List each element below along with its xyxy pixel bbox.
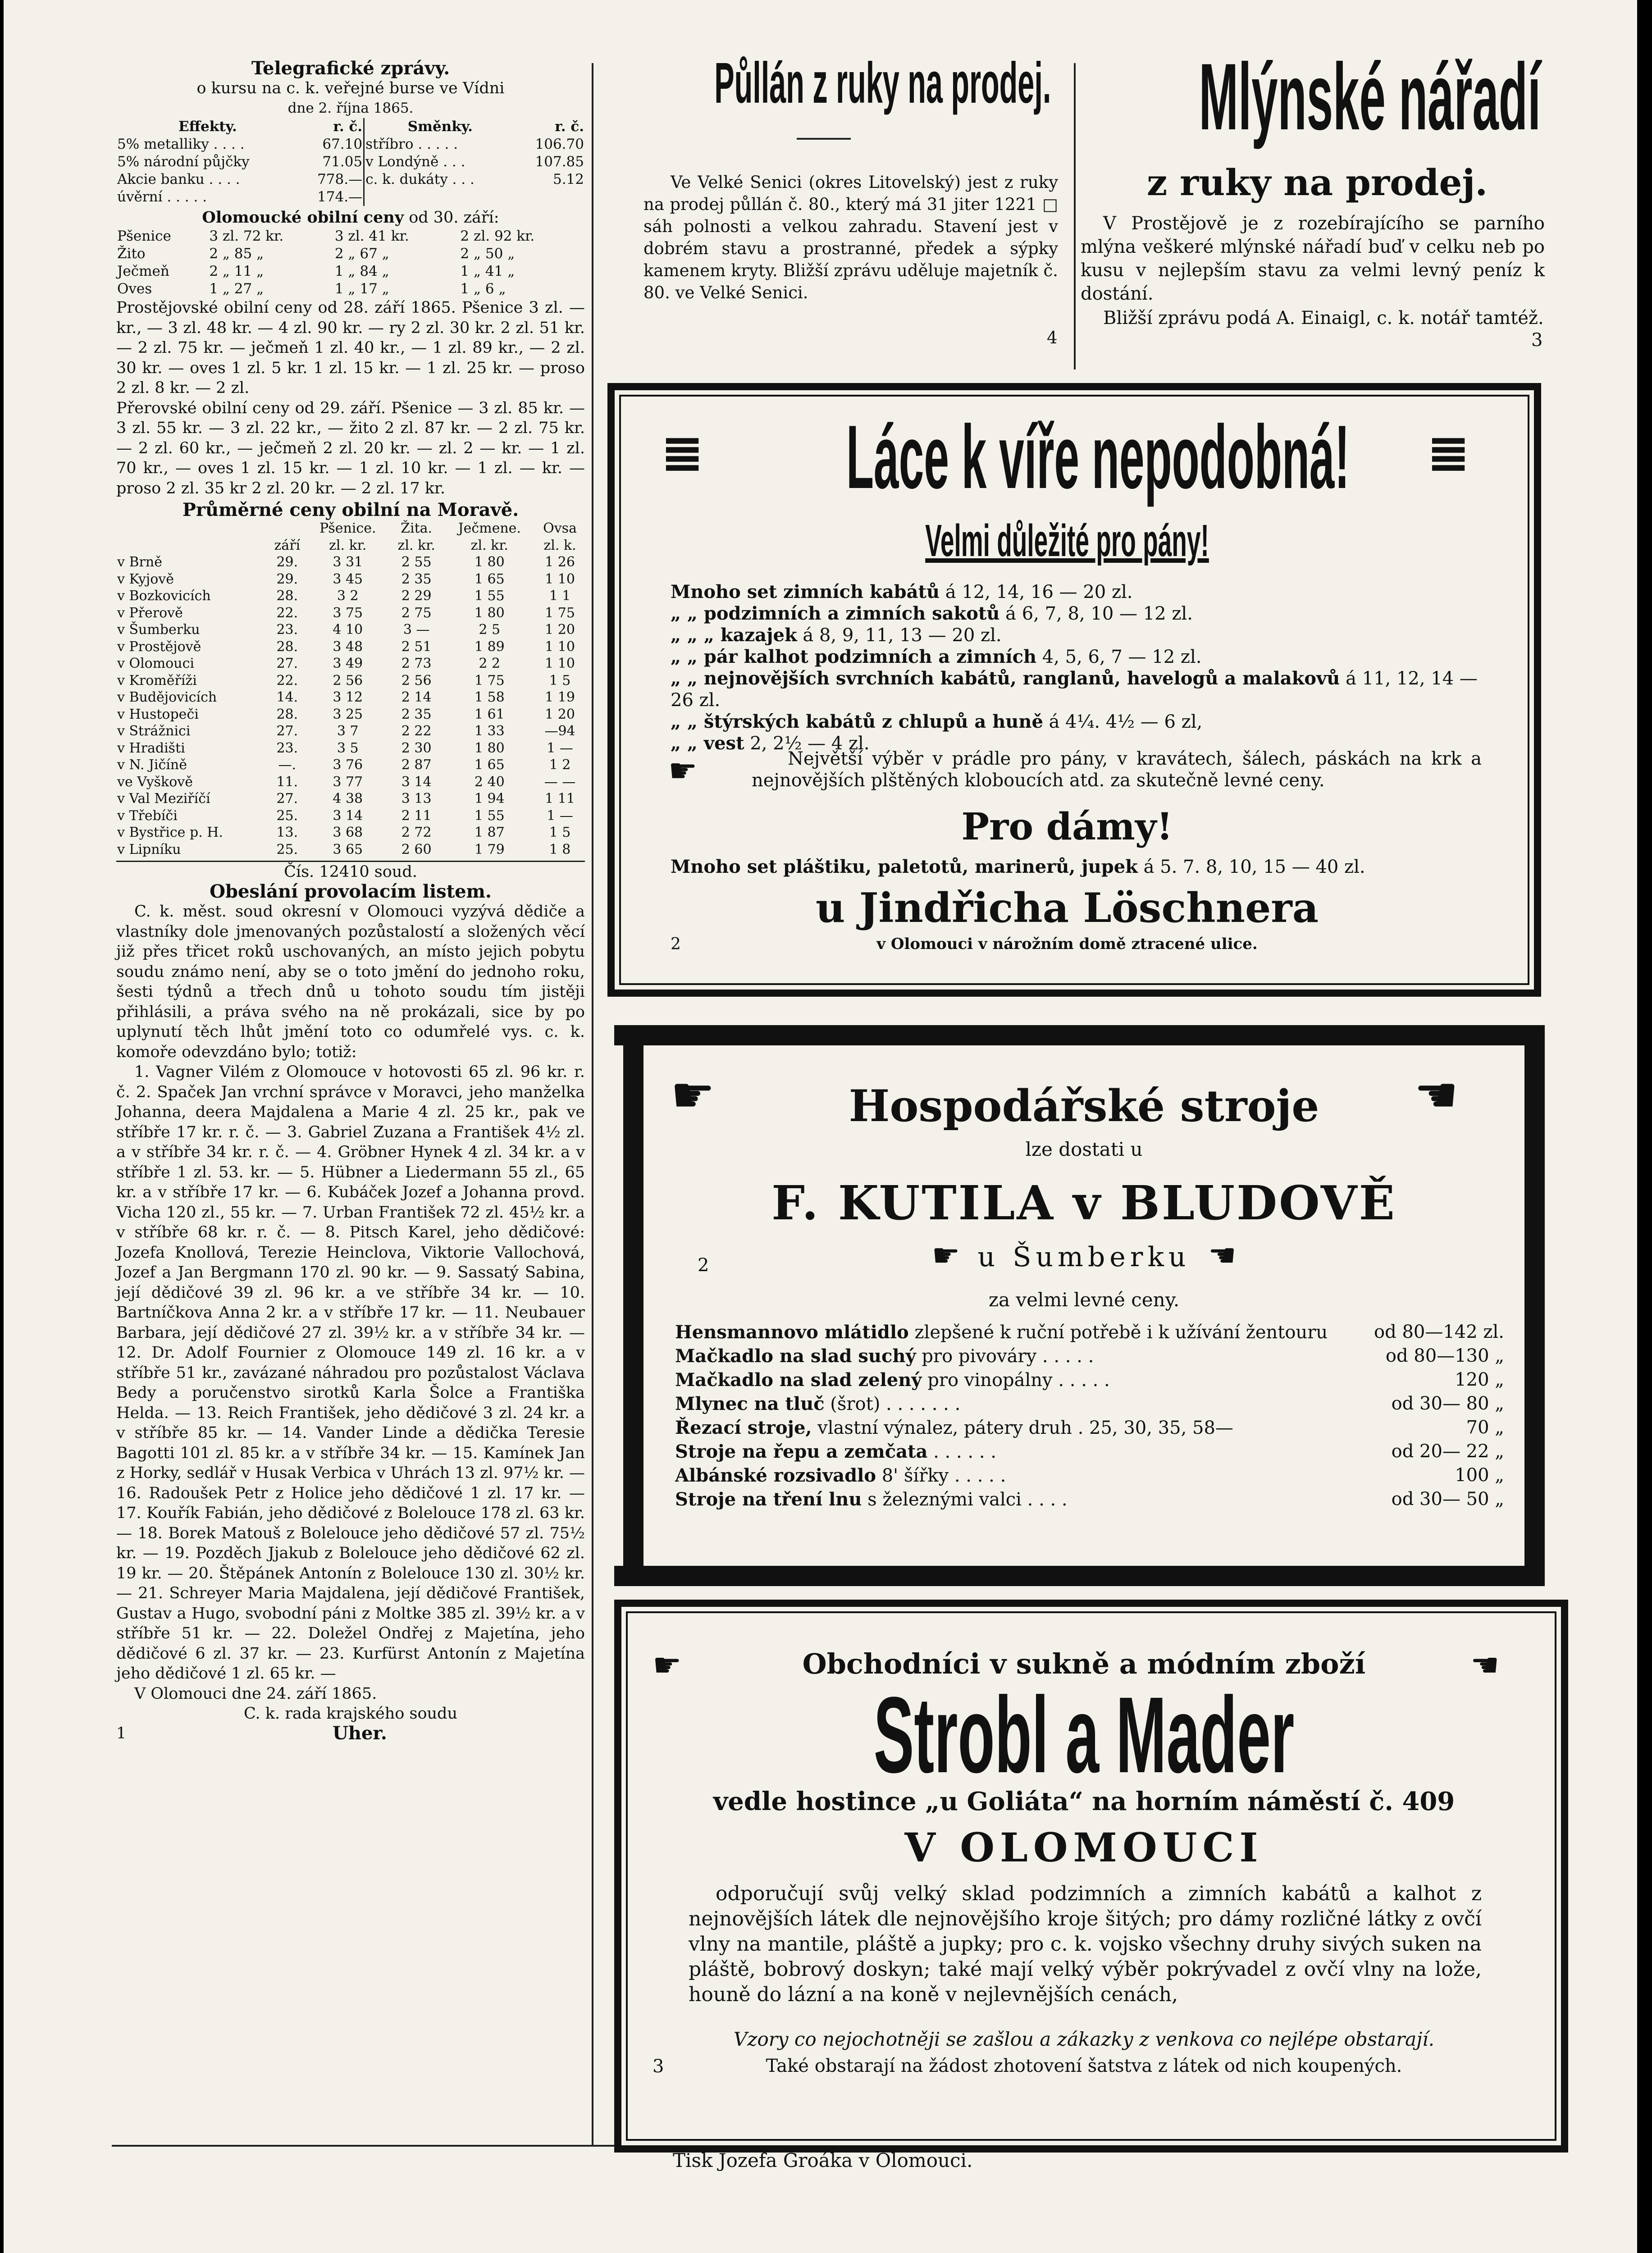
machine-price: od 30— 80 „ xyxy=(1391,1393,1504,1414)
value: 2 56 xyxy=(333,672,363,689)
col-head: zl. kr. xyxy=(329,537,367,553)
town: v N. Jičíně xyxy=(117,757,187,773)
hosp-place-row xyxy=(648,1237,1520,1274)
town: v Budějovicích xyxy=(117,689,217,705)
value: 3 77 xyxy=(333,774,363,790)
value: 27. xyxy=(276,656,298,671)
value: 28. xyxy=(276,588,298,604)
machine-name: Mačkadlo na slad zelený xyxy=(675,1369,922,1391)
hosp-ad xyxy=(648,1050,1520,1561)
value: 3 65 xyxy=(333,841,363,857)
value: 1 80 xyxy=(474,740,505,756)
decor-bars-icon: ≣ xyxy=(662,424,703,482)
pullan-title: Půllán z ruky na prodej. xyxy=(714,51,1051,115)
lace-list xyxy=(671,581,1491,754)
value: 3 13 xyxy=(401,791,432,807)
value: 1 20 xyxy=(545,706,575,722)
avg-row xyxy=(116,605,585,622)
value: —. xyxy=(278,757,297,773)
value: 1 55 xyxy=(474,588,505,604)
value: 1 1 xyxy=(549,588,571,604)
mill-text: V Prostějově je z rozebírajícího se parního mlýna veškeré mlýnské nářadí buď v celku neb po kusu v nejlepším stavu za velmi levný peníz k dostání. xyxy=(1081,213,1545,304)
avg-row xyxy=(116,723,585,740)
machine-desc: vlastní výnalez, pátery druh . 25, 30, 35, 58— xyxy=(812,1418,1233,1438)
court-date: V Olomouci dne 24. září 1865. xyxy=(134,1684,377,1703)
value: 2 55 xyxy=(401,554,432,570)
value: 28. xyxy=(276,639,298,655)
lace-ladies-line: Mnoho set pláštiku, paletotů, marinerů, jupek á 5. 7. 8, 10, 15 — 40 zl. xyxy=(671,856,1365,877)
pointing-hand-icon: ☛ xyxy=(931,1237,965,1274)
olomouc-date: od 30. září: xyxy=(409,209,499,227)
value: 2 22 xyxy=(401,723,432,739)
lace-note: Největší výběr v prádle pro pány, v kravátech, šálech, páskách na krk a nejnovějších plštěných kloboucích atd. za skutečně levné ceny. xyxy=(752,748,1482,791)
hosp-item-row xyxy=(675,1487,1504,1511)
town: v Prostějově xyxy=(117,639,201,655)
value: 3 — xyxy=(403,622,430,638)
olomouc-table xyxy=(116,228,585,298)
strobl-city: V OLOMOUCI xyxy=(904,1824,1264,1871)
town: v Kroměříži xyxy=(117,672,197,689)
lace-title: Láce k víře nepodobná! xyxy=(846,407,1350,507)
value: 1 55 xyxy=(474,807,505,824)
value: 25. xyxy=(276,841,298,857)
bill-value xyxy=(516,188,585,206)
avg-row xyxy=(116,824,585,841)
value: 1 75 xyxy=(545,605,575,621)
machine-name: Stroje na tření lnu xyxy=(675,1489,862,1510)
value: 1 65 xyxy=(474,757,505,773)
price: 1 „ 17 „ xyxy=(334,281,389,297)
avg-row xyxy=(116,841,585,858)
bill-name xyxy=(364,188,516,206)
court-title: Obeslání provolacím listem. xyxy=(210,881,492,902)
avg-row xyxy=(116,689,585,706)
value: — — xyxy=(544,774,576,790)
machine-price: od 80—130 „ xyxy=(1385,1345,1504,1366)
strobl-text: odporučují svůj velký sklad podzimních a zimních kabátů a kalhot z nejnovějších látek dle nejnovějšího kroje šitých; pro dámy rozličné látky z ovčí vlny na mantile, pláště a jupky; pro c. k. vojsko všechny druhy sivých suken na pláště, bobrový doskyn; také mají velký výběr pokrývadel z ovčí vlny na lože, houně do lázní a na koně v nejlevnějších cenách, xyxy=(689,1882,1482,2006)
value: 1 58 xyxy=(474,689,505,705)
value: 3 2 xyxy=(337,588,359,604)
col-head: Žita. xyxy=(401,520,433,536)
value: 25. xyxy=(276,807,298,824)
value: 2 56 xyxy=(401,672,432,689)
lace-line: „ „ pár kalhot podzimních a zimních 4, 5, 6, 7 — 12 zl. xyxy=(671,646,1202,667)
value: 1 19 xyxy=(545,689,575,705)
effect-value: 778.— xyxy=(299,171,364,188)
strobl-note1: Vzory co nejochotněji se zašlou a zákazky z venkova co nejlépe obstarají. xyxy=(733,2028,1435,2050)
telegraph-date: dne 2. října 1865. xyxy=(288,100,414,116)
lace-line: „ „ podzimních a zimních sakotů á 6, 7, 8, 10 — 12 zl. xyxy=(671,603,1193,624)
bill-value: 107.85 xyxy=(535,154,584,170)
value: 3 7 xyxy=(337,723,359,739)
telegraph-sub: o kursu na c. k. veřejné burse ve Vídni xyxy=(196,79,505,97)
effects-head: Effekty. xyxy=(178,119,237,135)
value: 1 11 xyxy=(545,791,575,807)
bill-value: 5.12 xyxy=(552,171,584,187)
bill-value: 106.70 xyxy=(535,136,584,152)
value: 1 33 xyxy=(474,723,505,739)
machine-price: od 80—142 zl. xyxy=(1374,1322,1504,1342)
value: 2 87 xyxy=(401,757,432,773)
machine-name: Mlynec na tluč xyxy=(675,1393,825,1414)
mill-num: 3 xyxy=(1531,330,1543,351)
telegraph-title: Telegrafické zprávy. xyxy=(251,58,450,79)
machine-desc: . . . . . . xyxy=(927,1441,996,1462)
pullan-num: 4 xyxy=(1047,328,1058,347)
value: 1 26 xyxy=(545,554,575,570)
value: 3 25 xyxy=(333,706,363,722)
value: 3 14 xyxy=(401,774,432,790)
value: 2 60 xyxy=(401,841,432,857)
effect-name: 5% metalliky . . . . xyxy=(117,136,245,152)
hosp-item-row xyxy=(675,1440,1504,1464)
bill-name: v Londýně . . . xyxy=(365,154,465,170)
town: v Brně xyxy=(117,554,162,570)
col-head: zl. kr. xyxy=(397,537,435,553)
hosp-frame-right xyxy=(1524,1025,1545,1586)
col-head: Ovsa xyxy=(543,520,577,536)
col-head: Pšenice. xyxy=(319,520,376,536)
value: 28. xyxy=(276,706,298,722)
value: 14. xyxy=(276,689,298,705)
town: v Třebíči xyxy=(117,807,178,824)
effect-value: 71.05 xyxy=(299,153,364,171)
machine-desc: 8' šířky . . . . . xyxy=(876,1465,1006,1486)
value: 1 75 xyxy=(474,672,505,689)
lace-subtitle: Velmi důležité pro pány! xyxy=(925,515,1209,566)
machine-name: Albánské rozsivadlo xyxy=(675,1465,876,1486)
court-signatory: Uher. xyxy=(333,1722,387,1744)
machine-name: Mačkadlo na slad suchý xyxy=(675,1345,916,1367)
pointing-hand-icon: ☛ xyxy=(668,752,698,789)
machine-desc: (šrot) . . . . . . . xyxy=(824,1394,961,1414)
value: 1 10 xyxy=(545,656,575,671)
avg-row xyxy=(116,757,585,774)
town: v Strážnici xyxy=(117,723,191,739)
value: 3 45 xyxy=(333,571,363,587)
town: v Hradišti xyxy=(117,740,185,756)
price: 2 „ 85 „ xyxy=(209,246,264,262)
hosp-place: u Šumberku xyxy=(977,1241,1191,1273)
value: 1 8 xyxy=(549,841,571,857)
hosp-items xyxy=(675,1320,1504,1511)
avg-row xyxy=(116,571,585,588)
bill-name: stříbro . . . . . xyxy=(365,136,458,152)
left-column xyxy=(116,59,585,1744)
pullan-text: Ve Velké Senici (okres Litovelský) jest z ruky na prodej půllán č. 80., který má 31 jiter 1221 □ sáh polnosti a velkou zahradu. Stavení jest v dobrém stavu a prostranné, předek a sýpky kamenem kryty. Bližší zprávu uděluje majetník č. 80. ve Velké Senici. xyxy=(643,173,1058,302)
hosp-sub2: za velmi levné ceny. xyxy=(988,1289,1180,1311)
pointing-hand-right-icon: ☛ xyxy=(653,1646,682,1684)
machine-price: 100 „ xyxy=(1455,1465,1504,1486)
pointing-hand-left-icon: ☛ xyxy=(1414,1066,1459,1124)
strobl-title: Strobl a Mader xyxy=(873,1674,1295,1795)
grain: Pšenice xyxy=(117,228,171,244)
printer-footer: Tisk Jozefa Groáka v Olomouci. xyxy=(673,2149,973,2171)
value: 1 10 xyxy=(545,571,575,587)
hosp-sub1: lze dostati u xyxy=(1025,1138,1143,1160)
lace-ladies: Pro dámy! xyxy=(961,805,1173,848)
value: 1 87 xyxy=(474,825,505,840)
value: 1 5 xyxy=(549,825,571,840)
prerov-prices: Přerovské obilní ceny od 29. září. Pšenice — 3 zl. 85 kr. — 3 zl. 55 kr. — 3 zl. 22 kr., — žito 2 zl. 87 kr. — 2 zl. 75 kr. — 2 zl. 60 kr., — ječmeň 2 zl. 20 kr. — zl. 2 — kr. — 1 zl. 70 kr., — oves 1 zl. 15 kr. — 1 zl. 10 kr. — 1 zl. — kr. — proso 2 zl. 35 kr 2 zl. 20 kr. — 2 zl. 17 kr. xyxy=(116,399,585,497)
avg-row xyxy=(116,639,585,656)
town: v Bozkovicích xyxy=(117,588,211,604)
value: 3 5 xyxy=(337,740,359,756)
exchange-table xyxy=(116,118,585,206)
avg-row xyxy=(116,672,585,689)
machine-desc: zlepšené k ruční potřebě i k užívání žentouru xyxy=(908,1322,1328,1343)
price: 2 zl. 92 kr. xyxy=(460,228,535,244)
machine-price: 70 „ xyxy=(1466,1417,1504,1438)
hosp-merchant: F. KUTILA v BLUDOVĚ xyxy=(771,1175,1396,1231)
pullan-ad xyxy=(603,51,1067,369)
avg-title: Průměrné ceny obilní na Moravě. xyxy=(182,499,519,520)
value: 23. xyxy=(276,622,298,638)
value: 2 29 xyxy=(401,588,432,604)
value: 13. xyxy=(276,825,298,840)
lace-num: 2 xyxy=(671,935,681,953)
value: 29. xyxy=(276,554,298,570)
col-head: září xyxy=(274,537,301,553)
avg-prices-table xyxy=(116,520,585,858)
value: 11. xyxy=(276,774,298,790)
value: 3 68 xyxy=(333,825,363,840)
hosp-frame-top xyxy=(614,1025,1545,1045)
newspaper-page xyxy=(4,0,1637,2253)
column-rule-left xyxy=(592,63,593,2145)
machine-desc: pro vinopálny . . . . . xyxy=(922,1370,1110,1391)
value: 2 35 xyxy=(401,571,432,587)
effect-name: úvěrní . . . . . xyxy=(117,189,207,205)
hosp-item-row xyxy=(675,1344,1504,1368)
value: 3 75 xyxy=(333,605,363,621)
value: 2 75 xyxy=(401,605,432,621)
grain: Žito xyxy=(117,246,146,262)
value: 2 14 xyxy=(401,689,432,705)
avg-row xyxy=(116,621,585,639)
value: 1 94 xyxy=(474,791,505,807)
avg-row xyxy=(116,655,585,672)
value: 2 2 xyxy=(479,656,501,671)
hosp-item-row xyxy=(675,1368,1504,1392)
col-head: zl. k. xyxy=(543,537,576,553)
price: 1 „ 41 „ xyxy=(460,263,515,279)
hosp-item-row xyxy=(675,1464,1504,1487)
town: v Lipníku xyxy=(117,841,181,857)
town: v Kyjově xyxy=(117,571,174,587)
hosp-item-row xyxy=(675,1392,1504,1416)
strobl-note2: Také obstarají na žádost zhotovení šatstva z látek od nich koupených. xyxy=(766,2056,1402,2076)
machine-name: Hensmannovo mlátidlo xyxy=(675,1322,909,1343)
machine-desc: s železnými valci . . . . xyxy=(862,1489,1068,1510)
avg-row xyxy=(116,554,585,571)
price: 2 „ 50 „ xyxy=(460,246,515,262)
grain: Ječmeň xyxy=(117,263,169,279)
price: 3 zl. 72 kr. xyxy=(209,228,284,244)
hosp-item-row xyxy=(675,1320,1504,1344)
value: 1 10 xyxy=(545,639,575,655)
machine-name: Stroje na řepu a zemčata xyxy=(675,1441,928,1462)
value: 1 80 xyxy=(474,554,505,570)
price: 1 „ 84 „ xyxy=(334,263,389,279)
value: 3 48 xyxy=(333,639,363,655)
hosp-frame-left xyxy=(623,1025,643,1586)
value: 3 31 xyxy=(333,554,363,570)
avg-row xyxy=(116,774,585,791)
value: 29. xyxy=(276,571,298,587)
strobl-address: vedle hostince „u Goliáta“ na horním náměstí č. 409 xyxy=(713,1787,1455,1816)
value: 1 80 xyxy=(474,605,505,621)
lace-line: „ „ štýrských kabátů z chlupů a huně á 4¼. 4½ — 6 zl, xyxy=(671,711,1203,732)
value: 3 76 xyxy=(333,757,363,773)
machine-price: od 20— 22 „ xyxy=(1391,1441,1504,1462)
machine-price: od 30— 50 „ xyxy=(1391,1489,1504,1510)
lace-ad xyxy=(625,401,1509,964)
value: 1 — xyxy=(547,740,573,756)
mill-subtitle: z ruky na prodej. xyxy=(1146,161,1488,204)
value: 1 61 xyxy=(474,706,505,722)
value: 2 5 xyxy=(479,622,501,638)
effect-value: 67.10 xyxy=(299,136,364,153)
town: ve Vyškově xyxy=(117,774,193,790)
hosp-title: Hospodářské stroje xyxy=(849,1081,1319,1131)
lace-address: v Olomouci v nárožním domě ztracené ulice. xyxy=(876,935,1258,953)
bill-name: c. k. dukáty . . . xyxy=(365,171,475,187)
court-number: Čís. 12410 soud. xyxy=(284,863,417,881)
col-head: zl. kr. xyxy=(470,537,508,553)
lace-line: „ „ vest 2, 2½ — 4 zl. xyxy=(671,733,870,754)
value: 2 11 xyxy=(401,807,432,824)
town: v Přerově xyxy=(117,605,183,621)
value: 1 — xyxy=(547,807,573,824)
value: 1 5 xyxy=(549,672,571,689)
value: —94 xyxy=(544,723,575,739)
court-list: 1. Vagner Vilém z Olomouce v hotovosti 65 zl. 96 kr. r. č. 2. Spaček Jan vrchní správce v Moravci, jeho manželka Johanna, deera Majdalena a Marie 4 zl. 25 kr., pak ve stříbře 17 kr. r. č. — 3. Gabriel Zuzana a František 4½ zl. a v stříbře 34 kr. r. č. — 4. Gröbner Hynek 4 zl. 34 kr. a v stříbře 1 zl. 53. kr. — 5. Hübner a Liedermann 55 zl., 65 kr. a v stříbře 17 kr. — 6. Kubáček Jozef a Johanna provd. Vicha 120 zl., 55 kr. — 7. Urban František 72 zl. 45½ kr. a v stříbře 68 kr. r. č. — 8. Pitsch Karel, jeho dědičové: Jozefa Knollová, Terezie Heinclova, Viktorie Vallochová, Jozef a Jan Bergmann 170 zl. 90 kr. — 9. Sassatý Sabina, její dědičové 39 zl. 96 kr. a ve stříbře 34 kr. — 10. Bartníčkova Anna 2 kr. a v stříbře 17 kr. — 11. Neubauer Barbara, její dědičové 27 zl. 39½ kr. a v stříbře 34 kr. — 12. Dr. Adolf Fournier z Olomouce 149 zl. 16 kr. a v stříbře 51 kr., zavázané náhradou pro pozůstalost Václava Bedy a poručenstvo sirotků Karla Šolce a Františka Helda. — 13. Reich František, jeho dědičové 3 zl. 24 kr. a v stříbře 85 kr. — 14. Vander Linde a dědička Teresie Bagotti 101 zl. 85 kr. a v stříbře 34 kr. — 15. Kamínek Jan z Horky, sedlář v Husak Verbica v Uhrách 13 zl. 97½ kr. — 16. Radoušek Petr z Holice jeho dědičové 1 zl. 17 kr. — 17. Kouřík Fabián, jeho dědičové z Bolelouce 178 zl. 63 kr. — 18. Borek Matouš z Bolelouce jeho dědičové 57 zl. 75½ kr. — 19. Pozděch Jjakub z Bolelouce jeho dědičové 62 zl. 19 kr. — 20. Štěpánek Antonín z Bolelouce 130 zl. 30½ kr. — 21. Schreyer Maria Majdalena, její dědičové František, Gustav a Hugo, svobodní páni z Moltke 385 zl. 39½ kr. a v stříbře 51 kr. — 22. Doležel Ondřej z Majetína, jeho dědičové 6 zl. 37 kr. — 23. Kurfürst Antonín z Majetína jeho dědičové 1 zl. 65 kr. — xyxy=(116,1063,585,1683)
hosp-num: 2 xyxy=(698,1255,709,1276)
town: v Bystřice p. H. xyxy=(117,825,223,840)
machine-price: 120 „ xyxy=(1455,1369,1504,1390)
mill-contact: Bližší zprávu podá A. Einaigl, c. k. notář tamtéž. xyxy=(1103,308,1544,328)
bills-head: Směnky. xyxy=(407,119,473,135)
strobl-ad xyxy=(634,1620,1533,2118)
price: 1 „ 6 „ xyxy=(460,281,506,297)
hosp-frame-bottom xyxy=(614,1566,1545,1586)
value: 1 65 xyxy=(474,571,505,587)
avg-row xyxy=(116,790,585,807)
pointing-hand-right-icon: ☛ xyxy=(671,1066,715,1124)
lace-line: „ „ nejnovějších svrchních kabátů, ranglanů, havelogů a malakovů á 11, 12, 14 — 26 zl. xyxy=(671,668,1478,711)
value: 2 51 xyxy=(401,639,432,655)
strobl-head: Obchodníci v sukně a módním zboží xyxy=(802,1647,1366,1680)
pointing-hand-icon: ☛ xyxy=(1203,1237,1237,1274)
value: 2 35 xyxy=(401,706,432,722)
value: 27. xyxy=(276,791,298,807)
effect-name: 5% národní půjčky xyxy=(117,154,250,170)
price: 2 „ 11 „ xyxy=(209,263,264,279)
lace-line: Mnoho set zimních kabátů á 12, 14, 16 — 20 zl. xyxy=(671,581,1133,602)
value: 4 38 xyxy=(333,791,363,807)
strobl-num: 3 xyxy=(653,2056,664,2077)
value: 2 73 xyxy=(401,656,432,671)
pointing-hand-left-icon: ☛ xyxy=(1470,1646,1500,1684)
town: v Hustopeči xyxy=(117,706,199,722)
value: 3 14 xyxy=(333,807,363,824)
value: 4 10 xyxy=(333,622,363,638)
lace-line: „ „ „ kazajek á 8, 9, 11, 13 — 20 zl. xyxy=(671,625,1002,646)
machine-name: Řezací stroje, xyxy=(675,1417,812,1438)
avg-row xyxy=(116,706,585,723)
value: 1 89 xyxy=(474,639,505,655)
grain: Oves xyxy=(117,281,152,297)
price: 2 „ 67 „ xyxy=(334,246,389,262)
value: 2 72 xyxy=(401,825,432,840)
value: 2 40 xyxy=(474,774,505,790)
mill-ad xyxy=(1081,44,1554,369)
value: 23. xyxy=(276,740,298,756)
effect-value: 174.— xyxy=(299,188,364,206)
bills-unit: r. č. xyxy=(555,119,584,135)
price: 1 „ 27 „ xyxy=(209,281,264,297)
value: 1 79 xyxy=(474,841,505,857)
decor-bars-icon: ≣ xyxy=(1428,424,1469,482)
town: v Šumberku xyxy=(117,622,200,638)
avg-row xyxy=(116,740,585,757)
effect-name: Akcie banku . . . . xyxy=(117,171,240,187)
effects-unit: r. č. xyxy=(299,118,364,136)
town: v Val Meziříčí xyxy=(117,791,210,807)
avg-row xyxy=(116,588,585,605)
value: 3 49 xyxy=(333,656,363,671)
value: 22. xyxy=(276,672,298,689)
col-head: Ječmene. xyxy=(458,520,521,536)
court-sign: C. k. rada krajského soudu xyxy=(243,1704,458,1723)
value: 2 30 xyxy=(401,740,432,756)
value: 22. xyxy=(276,605,298,621)
value: 27. xyxy=(276,723,298,739)
hosp-item-row xyxy=(675,1416,1504,1440)
value: 3 12 xyxy=(333,689,363,705)
value: 1 2 xyxy=(549,757,571,773)
court-num: 1 xyxy=(116,1724,127,1742)
court-text: C. k. měst. soud okresní v Olomouci vyzývá dědiče a vlastníky dole jmenovaných pozůstalostí a složených věcí již přes třicet roků uschovaných, an místo jejich pobytu soudu známo není, aby se o toto jmění do jednoho roku, šesti týdnů a třech dnů u tohoto soudu tím jistěji přihlásili, a práva svého na ně prokázali, sice by po uplynutí těch lhůt jmění toto co odumřelé vys. c. k. komoře odevzdáno bylo; totiž: xyxy=(116,903,585,1061)
column-rule-right xyxy=(1074,63,1076,369)
avg-row xyxy=(116,807,585,825)
value: 1 20 xyxy=(545,622,575,638)
olomouc-title: Olomoucké obilní ceny xyxy=(202,208,404,227)
price: 3 zl. 41 kr. xyxy=(334,228,409,244)
town: v Olomouci xyxy=(117,656,194,671)
machine-desc: pro pivováry . . . . . xyxy=(916,1346,1094,1367)
prostejov-prices: Prostějovské obilní ceny od 28. září 1865. Pšenice 3 zl. — kr., — 3 zl. 48 kr. — 4 zl. 90 kr. — ry 2 zl. 30 kr. 2 zl. 51 kr. — 2 zl. 75 kr. — ječmeň 1 zl. 40 kr., — 1 zl. 89 kr., — 2 zl. 30 kr. — oves 1 zl. 5 kr. 1 zl. 15 kr. — 1 zl. 25 kr. — proso 2 zl. 8 kr. — 2 zl. xyxy=(116,299,585,397)
lace-merchant: u Jindřicha Löschnera xyxy=(815,884,1319,932)
mill-title: Mlýnské nářadí xyxy=(1199,44,1541,150)
